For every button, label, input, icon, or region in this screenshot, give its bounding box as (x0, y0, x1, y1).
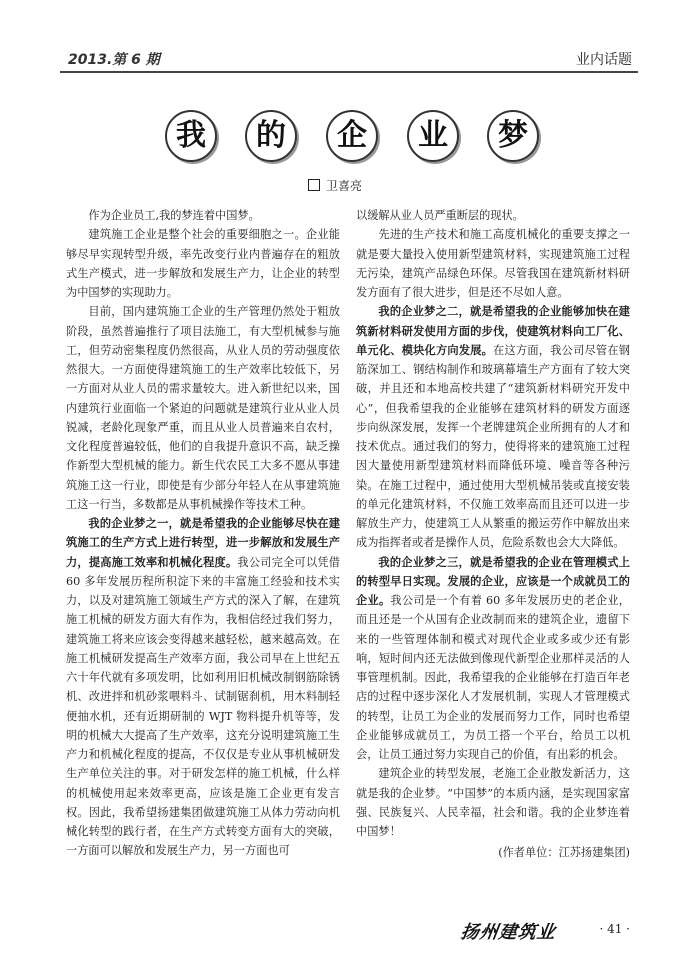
paragraph (66, 514, 340, 861)
author-line (308, 177, 362, 194)
paragraph-text: 建筑施工企业是整个社会的重要细胞之一。企业能够尽早实现转型升级，率先改变行业内普遍存在的粗放式生产模式，进一步解放和发展生产力，让企业的转型为中国梦的实现助力。 (66, 228, 340, 299)
paragraph (356, 764, 630, 841)
title-char: 业 (407, 110, 459, 162)
author-name: 卫喜亮 (326, 179, 363, 193)
paragraph (66, 302, 340, 514)
title-char: 我 (165, 110, 217, 162)
issue-label: 2013.第 6 期 (68, 52, 160, 68)
paragraph-text: (作者单位：江苏扬建集团) (498, 846, 630, 860)
paragraph-text: 作为企业员工,我的梦连着中国梦。 (88, 209, 260, 222)
paragraph (66, 206, 340, 225)
page-header (60, 46, 638, 72)
square-icon (308, 179, 320, 191)
paragraph-text: 先进的生产技术和施工高度机械化的重要支撑之一就是要大量投入使用新型建筑材料，实现建筑施工过程无污染，建筑产品绿色环保。尽管我国在建筑新材料研发方面有了很大进步，但是还不尽如人意。 (356, 228, 630, 299)
paragraph (356, 225, 630, 302)
title-char: 企 (326, 110, 378, 162)
paragraph-text: 目前，国内建筑施工企业的生产管理仍然处于粗放阶段，虽然普遍推行了项目法施工，有大型机械参与施工，但劳动密集程度仍然很高，从业人员的劳动强度依然很大。一方面使得建筑施工的生产效率比较低下，另一方面对从业人员的需求量较大。进入新世纪以来，国内建筑行业面临一个紧迫的问题就是建筑行业从业人员锐减，老龄化现象严重，而且从业人员普遍来自农村，文化程度普遍较低，他们的自我提升意识不高，缺乏操作新型大型机械的能力。新生代农民工大多不愿从事建筑施工这一行业，即使是有少部分年轻人在从事建筑施工这一行当，多数都是从事机械操作等技术工种。 (66, 305, 340, 511)
emphasis-text: 我的企业梦之三，就是希望我的企业在管理模式上的转型早日实现。发展的企业，应该是一个成就员工的企业。 (356, 555, 630, 607)
section-label: 业内话题 (576, 52, 632, 68)
title-char: 梦 (487, 110, 539, 162)
page-number: · 41 · (599, 922, 630, 936)
paragraph (66, 225, 340, 302)
paragraph-text: 以缓解从业人员严重断层的现状。 (356, 209, 524, 222)
emphasis-text: 我的企业梦之二，就是希望我的企业能够加快在建筑新材料研发使用方面的步伐，使建筑材料向工厂化、单元化、模块化方向发展。 (356, 305, 630, 357)
paragraph-text: 在这方面，我公司尽管在钢筋深加工、钢结构制作和玻璃幕墙生产方面有了较大突破，并且还和本地高校共建了“建筑新材料研究开发中心”，但我希望我的企业能够在建筑材料的研发方面逐步向纵深发展，发挥一个老牌建筑企业所拥有的人才和技术优点。通过我们的努力，使得将来的建筑施工过程因大量使用新型建筑材料而降低环境、噪音等各种污染。在施工过程中，通过使用大型机械吊装或直接安装的单元化建筑材料，不仅施工效率高而且还可以进一步解放生产力，使建筑工人从繁重的搬运劳作中解放出来成为指挥者或者是操作人员，危险系数也会大大降低。 (356, 343, 630, 550)
paragraph (356, 553, 630, 765)
article-title (165, 110, 537, 168)
header-rule (60, 71, 638, 73)
paragraph-text: 建筑企业的转型发展，老施工企业散发新活力，这就是我的企业梦。“中国梦”的本质内涵，是实现国家富强、民族复兴、人民幸福，社会和谐。我的企业梦连着中国梦！ (356, 767, 630, 838)
paragraph (356, 206, 630, 225)
right-column (356, 206, 630, 863)
paragraph-text: 我公司完全可以凭借 60 多年发展历程所积淀下来的丰富施工经验和技术实力，以及对建筑施工领域生产方式的深入了解，在建筑施工机械的研发方面大有作为，我相信经过我们努力，建筑施工将来应该会变得越来越轻松，越来越高效。在施工机械研发提高生产效率方面，我公司早在上世纪五六十年代就有多项发明，比如利用旧机械改制钢筋除锈机、改进拌和机砂浆喂料斗、试制锯刹机，用木料制轻便抽水机，还有近期研制的 WJT 物料提升机等等，发明的机械大大提高了生产效率，这充分说明建筑施工生产力和机械化程度的提高，不仅仅是专业从事机械研发生产单位关注的事。对于研发怎样的施工机械，什么样的机械使用起来效率更高，应该是施工企业更有发言权。因此，我希望扬建集团做建筑施工从体力劳动向机械化转型的践行者，在生产方式转变方面有大的突破，一方面可以解放和发展生产力，另一方面也可 (66, 555, 340, 858)
title-char: 的 (245, 110, 297, 162)
paragraph (356, 302, 630, 552)
author-affiliation (356, 843, 630, 862)
magazine-logo: 扬州建筑业 (459, 922, 558, 943)
emphasis-text: 我的企业梦之一，就是希望我的企业能够尽快在建筑施工的生产方式上进行转型，进一步解放和发展生产力，提高施工效率和机械化程度。 (66, 517, 340, 569)
left-column (66, 206, 340, 861)
paragraph-text: 我公司是一个有着 60 多年发展历史的老企业，而且还是一个从国有企业改制而来的建筑企业，遗留下来的一些管理体制和模式对现代企业或多或少还有影响，短时间内还无法做到像现代新型企业那样灵活的人事管理机制。因此，我希望我的企业能够在打造百年老店的过程中逐步深化人才发展机制，实现人才管理模式的转型，让员工为企业的发展而努力工作，同时也希望企业能够成就员工，为员工搭一个平台，给员工以机会，让员工通过努力实现自己的价值，有出彩的机会。 (356, 594, 630, 761)
